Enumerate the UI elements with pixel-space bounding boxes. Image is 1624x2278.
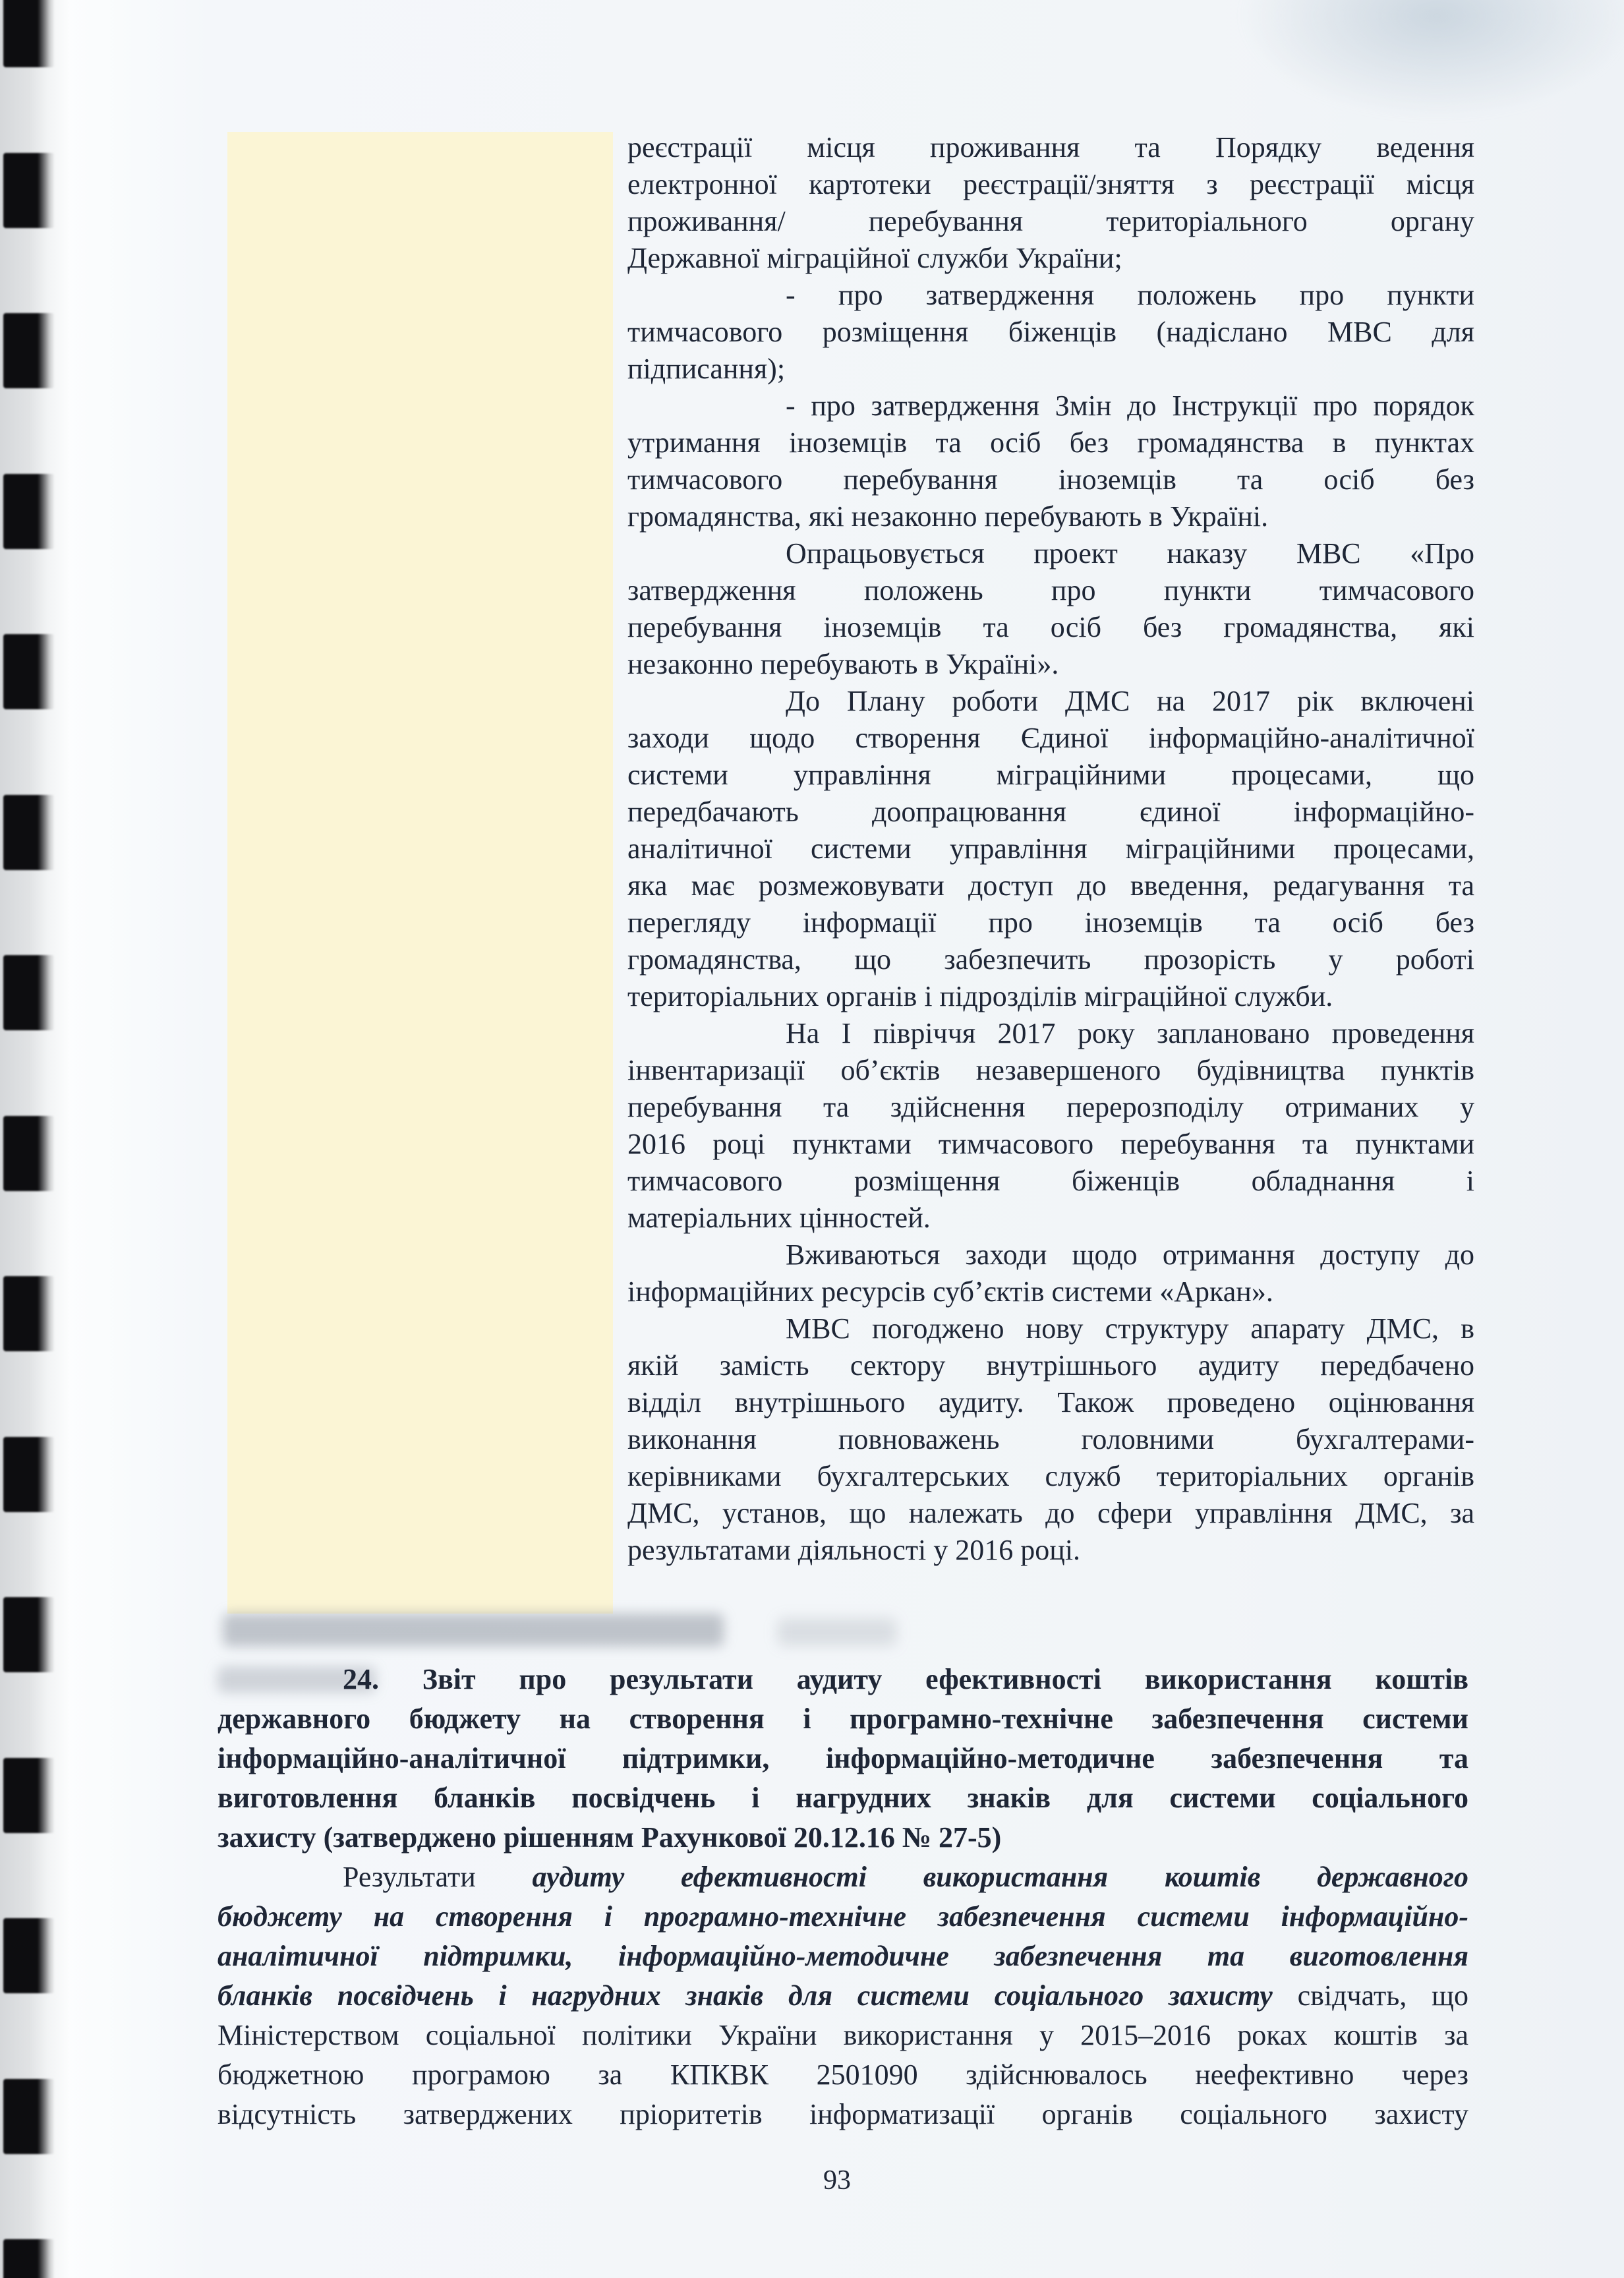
text-line — [627, 129, 1474, 166]
text-line — [218, 1897, 1468, 1937]
binding-segment — [3, 634, 55, 709]
text-run: аудиту ефективності використання коштів державного — [532, 1861, 1468, 1893]
text-run: На І півріччя 2017 року заплановано проведення — [786, 1017, 1474, 1049]
text-line — [627, 1163, 1474, 1200]
text-run: відсутність затверджених пріоритетів інформатизації органів соціального захисту — [218, 2098, 1468, 2130]
text-run: - про затвердження положень про пункти — [786, 279, 1474, 311]
binding-segment — [3, 1116, 55, 1191]
text-run: інформаційних ресурсів суб’єктів системи «Аркан». — [627, 1275, 1273, 1308]
text-line — [627, 314, 1474, 351]
text-run: виготовлення бланків посвідчень і нагрудних знаків для системи соціального — [218, 1782, 1468, 1814]
text-line — [218, 2016, 1468, 2055]
text-run: ДМС, установ, що належать до сфери управління ДМС, за — [627, 1497, 1474, 1529]
text-line — [627, 904, 1474, 941]
text-run: виконання повноважень головними бухгалтерами- — [627, 1423, 1474, 1455]
text-run: електронної картотеки реєстрації/зняття з реєстрації місця — [627, 168, 1474, 200]
text-line — [218, 1778, 1468, 1818]
text-run: До Плану роботи ДМС на 2017 рік включені — [786, 685, 1474, 717]
binding-segment — [3, 474, 55, 549]
text-run: територіальних органів і підрозділів міграційної служби. — [627, 980, 1333, 1012]
text-run: Державної міграційної служби України; — [627, 242, 1122, 274]
text-line — [218, 1976, 1468, 2016]
text-line — [627, 1089, 1474, 1126]
text-line — [627, 240, 1474, 277]
text-line — [627, 1384, 1474, 1421]
text-run: свідчать, що — [1272, 1979, 1468, 2012]
text-run: якій замість сектору внутрішнього аудиту передбачено — [627, 1349, 1474, 1382]
binding-segment — [3, 313, 55, 388]
text-line — [627, 683, 1474, 720]
text-line — [627, 720, 1474, 757]
text-run: МВС погоджено нову структуру апарату ДМС, в — [786, 1312, 1474, 1345]
text-run: перебування та здійснення перерозподілу отриманих у — [627, 1091, 1474, 1123]
text-run: 24. Звіт про результати аудиту ефективності використання коштів — [343, 1663, 1468, 1695]
text-run: громадянства, які незаконно перебувають в Україні. — [627, 500, 1269, 533]
scan-artifact-cloud — [1239, 0, 1624, 119]
text-run: матеріальних цінностей. — [627, 1202, 931, 1234]
text-run: бланків посвідчень і нагрудних знаків для системи соціального захисту — [218, 1979, 1273, 2012]
section-24-block — [218, 1660, 1468, 2134]
binding-segment — [3, 2239, 55, 2278]
top-text-block — [627, 129, 1474, 1569]
text-line — [627, 867, 1474, 904]
text-line — [627, 1495, 1474, 1532]
text-run: підписання); — [627, 353, 786, 385]
text-run: аналітичної системи управління міграційними процесами, — [627, 832, 1474, 865]
text-run: незаконно перебувають в Україні». — [627, 648, 1059, 680]
text-run: захисту (затверджено рішенням Рахункової 20.12.16 № 27-5) — [218, 1821, 1002, 1854]
text-run: системи управління міграційними процесами, що — [627, 759, 1474, 791]
binding-segment — [3, 1437, 55, 1512]
text-line — [627, 757, 1474, 794]
text-run: тимчасового розміщення біженців обладнання і — [627, 1165, 1474, 1197]
text-line — [218, 1699, 1468, 1739]
text-line — [627, 572, 1474, 609]
text-line — [627, 1421, 1474, 1458]
text-line — [218, 1937, 1468, 1976]
text-run: заходи щодо створення Єдиної інформаційно-аналітичної — [627, 722, 1474, 754]
text-line — [627, 277, 1474, 314]
comb-binding — [0, 0, 72, 2278]
text-line — [218, 2095, 1468, 2134]
text-run: - про затвердження Змін до Інструкції про порядок — [786, 390, 1474, 422]
bleedthrough-smudge — [223, 1614, 724, 1647]
text-run: тимчасового перебування іноземців та осіб без — [627, 463, 1474, 496]
text-run: Вживаються заходи щодо отримання доступу до — [786, 1239, 1474, 1271]
text-line — [627, 1015, 1474, 1052]
text-line — [627, 646, 1474, 683]
text-line — [627, 1458, 1474, 1495]
text-run: перегляду інформації про іноземців та осіб без — [627, 906, 1474, 939]
text-run: аналітичної підтримки, інформаційно-методичне забезпечення та виготовлення — [218, 1940, 1468, 1972]
text-line — [627, 351, 1474, 388]
text-line — [218, 1818, 1468, 1857]
text-run: яка має розмежовувати доступ до введення, редагування та — [627, 869, 1474, 902]
text-run: інвентаризації об’єктів незавершеного будівництва пунктів — [627, 1054, 1474, 1086]
text-line — [218, 1739, 1468, 1778]
text-run: Опрацьовується проект наказу МВС «Про — [786, 537, 1474, 570]
bleedthrough-smudge — [778, 1618, 896, 1646]
text-line — [218, 1660, 1468, 1699]
text-line — [627, 1310, 1474, 1347]
text-line — [218, 1857, 1468, 1897]
text-run: бюджетною програмою за КПКВК 2501090 здійснювалось неефективно через — [218, 2059, 1468, 2091]
text-line — [627, 535, 1474, 572]
text-line — [627, 1052, 1474, 1089]
text-run: бюджету на створення і програмно-технічне забезпечення системи інформаційно- — [218, 1900, 1468, 1933]
text-line — [627, 166, 1474, 203]
text-line — [627, 1237, 1474, 1273]
text-run: 2016 році пунктами тимчасового перебування та пунктами — [627, 1128, 1474, 1160]
text-line — [627, 1532, 1474, 1569]
text-line — [627, 941, 1474, 978]
text-run: громадянства, що забезпечить прозорість у роботі — [627, 943, 1474, 976]
text-line — [627, 1200, 1474, 1237]
text-line — [627, 978, 1474, 1015]
binding-segment — [3, 2079, 55, 2154]
text-run: перебування іноземців та осіб без громадянства, які — [627, 611, 1474, 643]
text-run: реєстрації місця проживання та Порядку ведення — [627, 131, 1474, 163]
binding-segment — [3, 1758, 55, 1833]
page-number: 93 — [823, 2165, 851, 2196]
text-line — [627, 424, 1474, 461]
binding-segment — [3, 153, 55, 228]
text-run: результатами діяльності у 2016 році. — [627, 1534, 1081, 1566]
binding-segment — [3, 795, 55, 870]
text-line — [627, 1126, 1474, 1163]
text-run: тимчасового розміщення біженців (надіслано МВС для — [627, 316, 1474, 348]
text-line — [627, 203, 1474, 240]
text-run: Результати — [343, 1861, 533, 1893]
text-line — [218, 2055, 1468, 2095]
text-line — [627, 498, 1474, 535]
text-line — [627, 1273, 1474, 1310]
yellow-highlight-region — [227, 132, 613, 1614]
text-line — [627, 1347, 1474, 1384]
text-run: інформаційно-аналітичної підтримки, інформаційно-методичне забезпечення та — [218, 1742, 1468, 1774]
text-line — [627, 794, 1474, 831]
text-run: затвердження положень про пункти тимчасового — [627, 574, 1474, 606]
text-run: державного бюджету на створення і програмно-технічне забезпечення системи — [218, 1703, 1468, 1735]
text-run: проживання/ перебування територіального органу — [627, 205, 1474, 237]
binding-segment — [3, 1597, 55, 1672]
binding-segment — [3, 1918, 55, 1993]
text-line — [627, 831, 1474, 867]
text-run: відділ внутрішнього аудиту. Також проведено оцінювання — [627, 1386, 1474, 1418]
text-line — [627, 461, 1474, 498]
text-run: утримання іноземців та осіб без громадянства в пунктах — [627, 426, 1474, 459]
text-run: Міністерством соціальної політики України використання у 2015–2016 роках коштів за — [218, 2019, 1468, 2051]
text-line — [627, 388, 1474, 424]
binding-segment — [3, 955, 55, 1030]
binding-segment — [3, 1276, 55, 1351]
text-run: передбачають доопрацювання єдиної інформаційно- — [627, 796, 1474, 828]
binding-segment — [3, 0, 55, 67]
text-run: керівниками бухгалтерських служб територіальних органів — [627, 1460, 1474, 1492]
text-line — [627, 609, 1474, 646]
